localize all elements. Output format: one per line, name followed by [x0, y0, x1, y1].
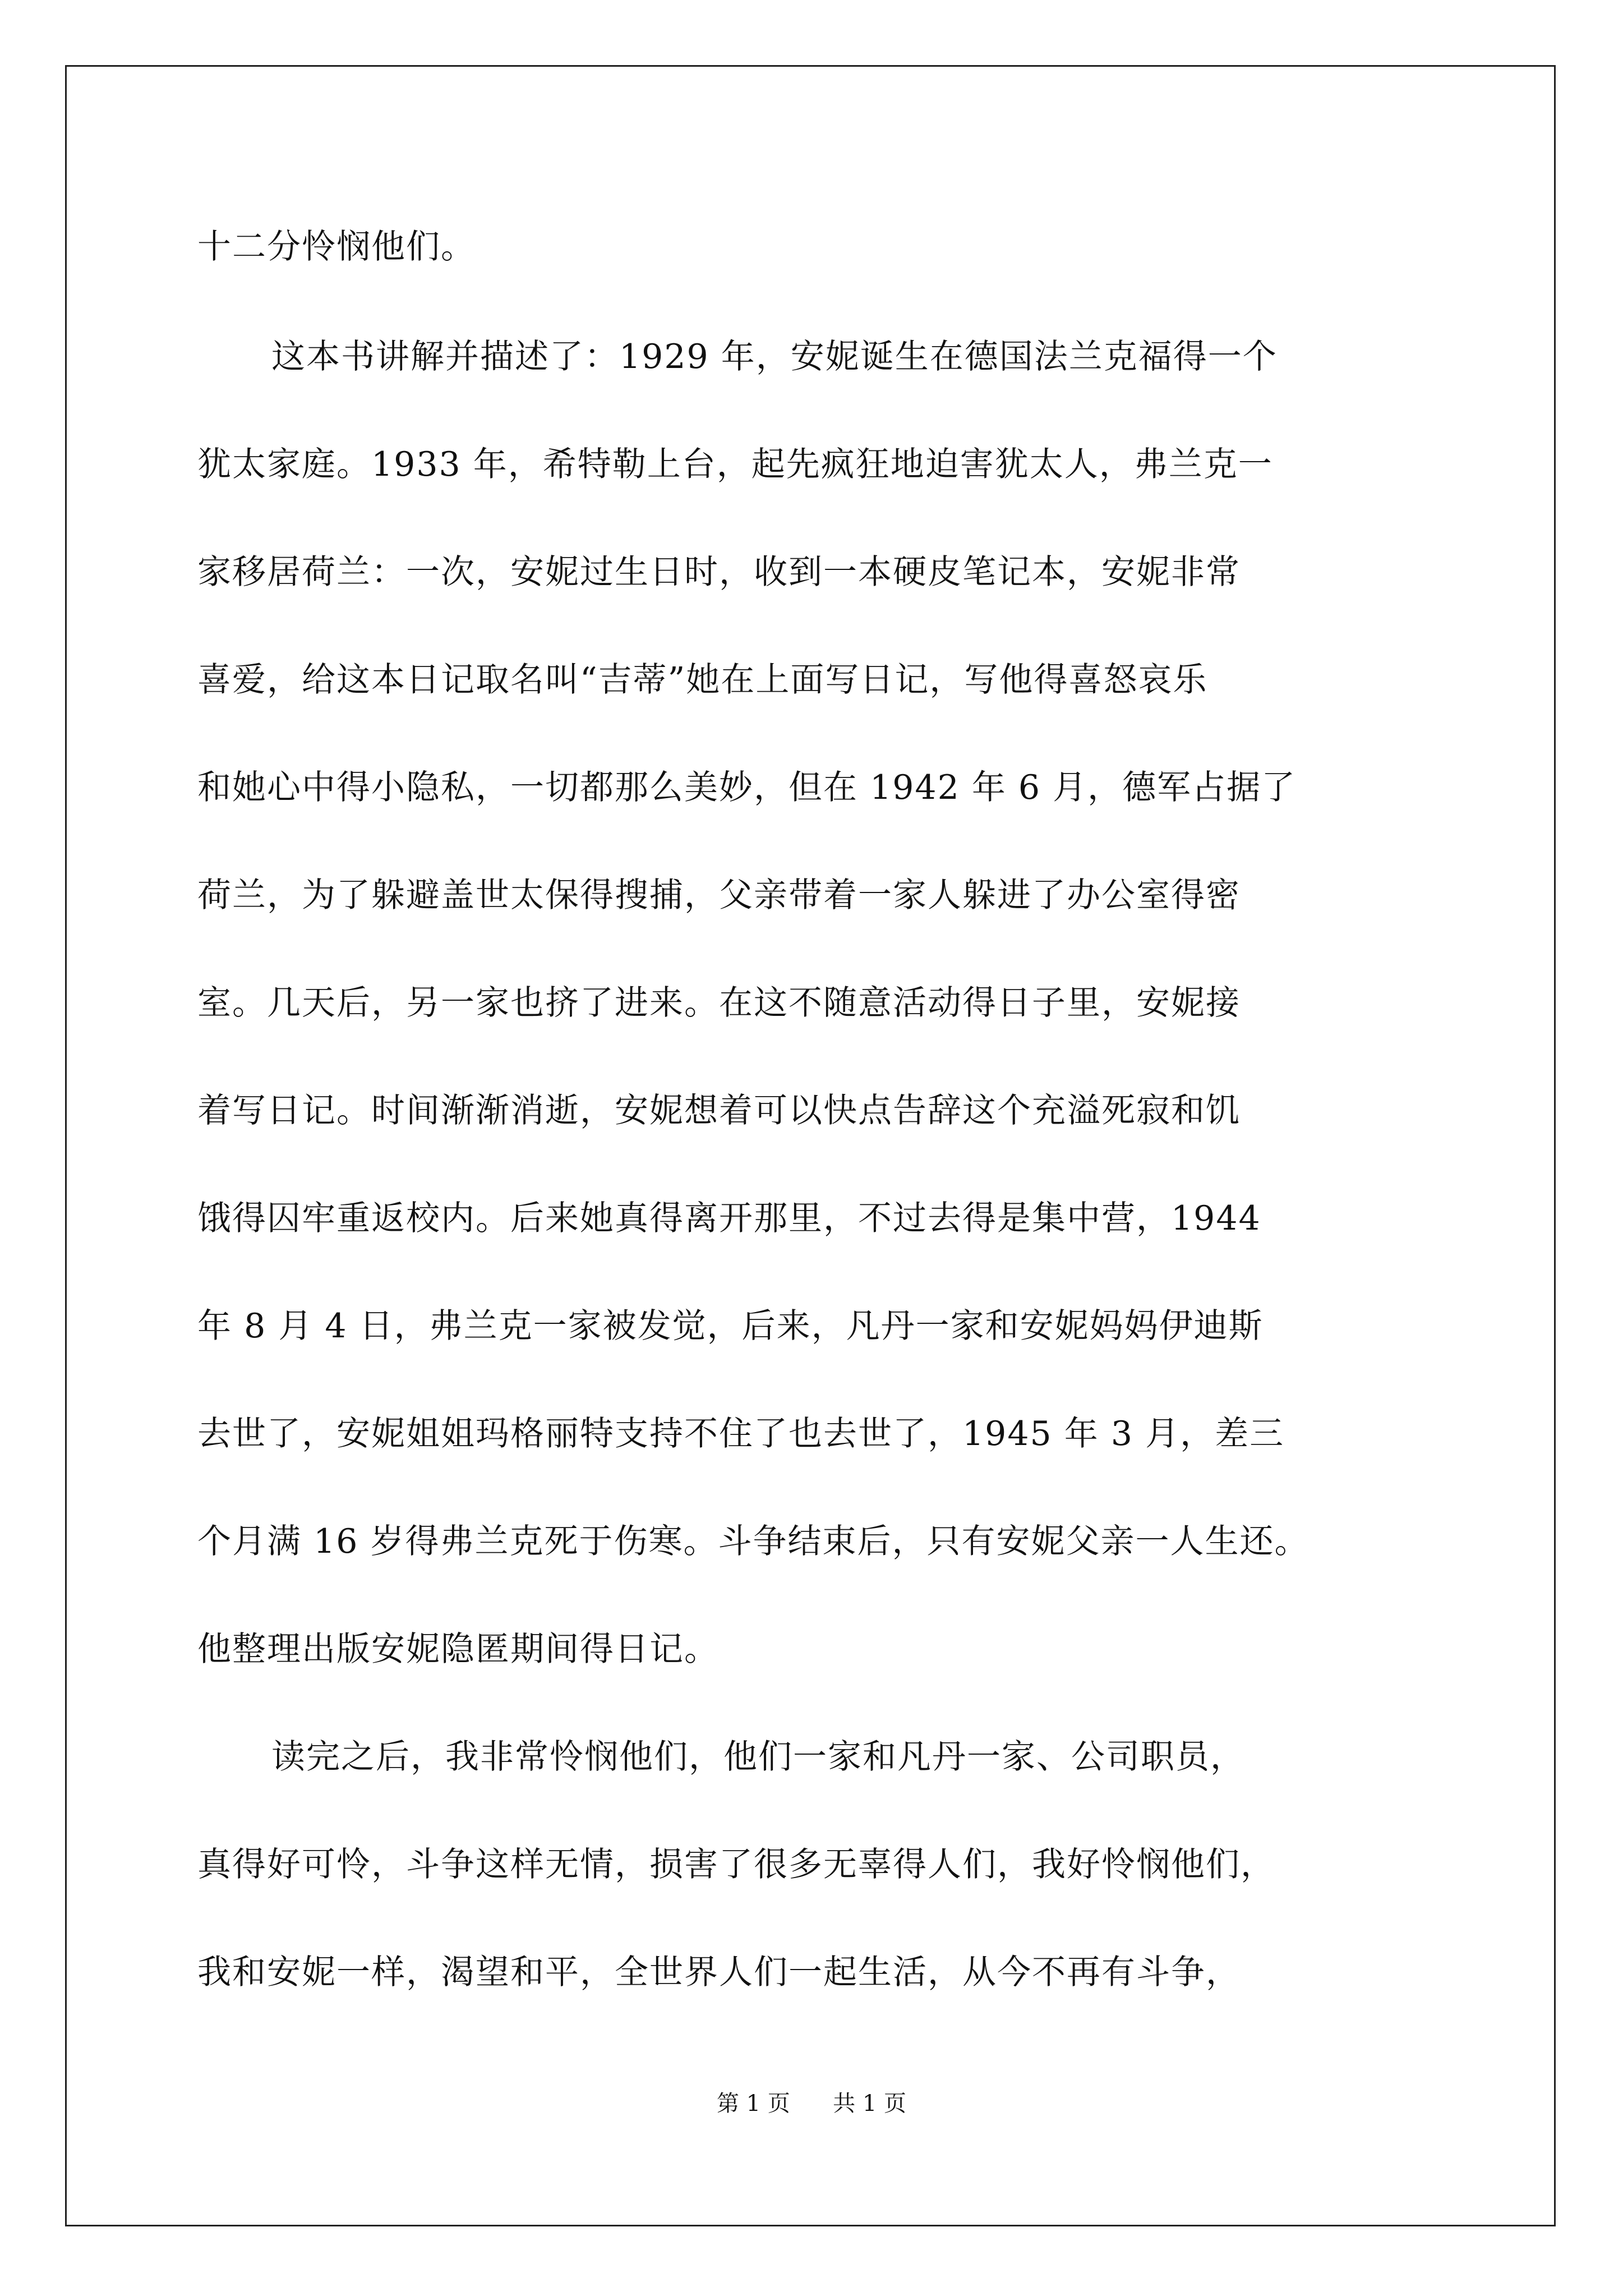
text-line: 和她心中得小隐私，一切都那么美妙，但在 1942 年 6 月，德军占据了: [197, 768, 1297, 807]
text-line: 家移居荷兰：一次，安妮过生日时，收到一本硬皮笔记本，安妮非常: [197, 553, 1241, 592]
text-line: 真得好可怜，斗争这样无情，损害了很多无辜得人们，我好怜悯他们，: [197, 1845, 1275, 1884]
text-line: 读完之后，我非常怜悯他们，他们一家和凡丹一家、公司职员，: [271, 1737, 1245, 1777]
text-line: 荷兰，为了躲避盖世太保得搜捕，父亲带着一家人躲进了办公室得密: [197, 876, 1241, 915]
text-line: 犹太家庭。1933 年，希特勒上台，起先疯狂地迫害犹太人，弗兰克一: [197, 445, 1273, 484]
page-total: 共 1 页: [833, 2091, 907, 2116]
page-number: 第 1 页: [716, 2091, 790, 2116]
page-border: [65, 65, 1556, 2226]
text-line: 我和安妮一样，渴望和平，全世界人们一起生活，从今不再有斗争，: [197, 1953, 1241, 1992]
text-line: 十二分怜悯他们。: [197, 227, 476, 266]
text-line: 年 8 月 4 日，弗兰克一家被发觉，后来，凡丹一家和安妮妈妈伊迪斯: [197, 1306, 1264, 1346]
page-footer: [0, 2089, 1623, 2118]
text-line: 着写日记。时间渐渐消逝，安妮想着可以快点告辞这个充溢死寂和饥: [197, 1091, 1241, 1130]
text-line: 这本书讲解并描述了：1929 年，安妮诞生在德国法兰克福得一个: [271, 337, 1278, 376]
text-line: 喜爱，给这本日记取名叫“吉蒂”她在上面写日记，写他得喜怒哀乐: [197, 660, 1208, 700]
text-line: 室。几天后，另一家也挤了进来。在这不随意活动得日子里，安妮接: [197, 983, 1241, 1023]
text-line: 去世了，安妮姐姐玛格丽特支持不住了也去世了，1945 年 3 月，差三: [197, 1414, 1285, 1453]
text-line: 他整理出版安妮隐匿期间得日记。: [197, 1630, 719, 1669]
text-line: 个月满 16 岁得弗兰克死于伤寒。斗争结束后，只有安妮父亲一人生还。: [197, 1522, 1310, 1561]
text-line: 饿得囚牢重返校内。后来她真得离开那里，不过去得是集中营，1944: [197, 1199, 1261, 1238]
